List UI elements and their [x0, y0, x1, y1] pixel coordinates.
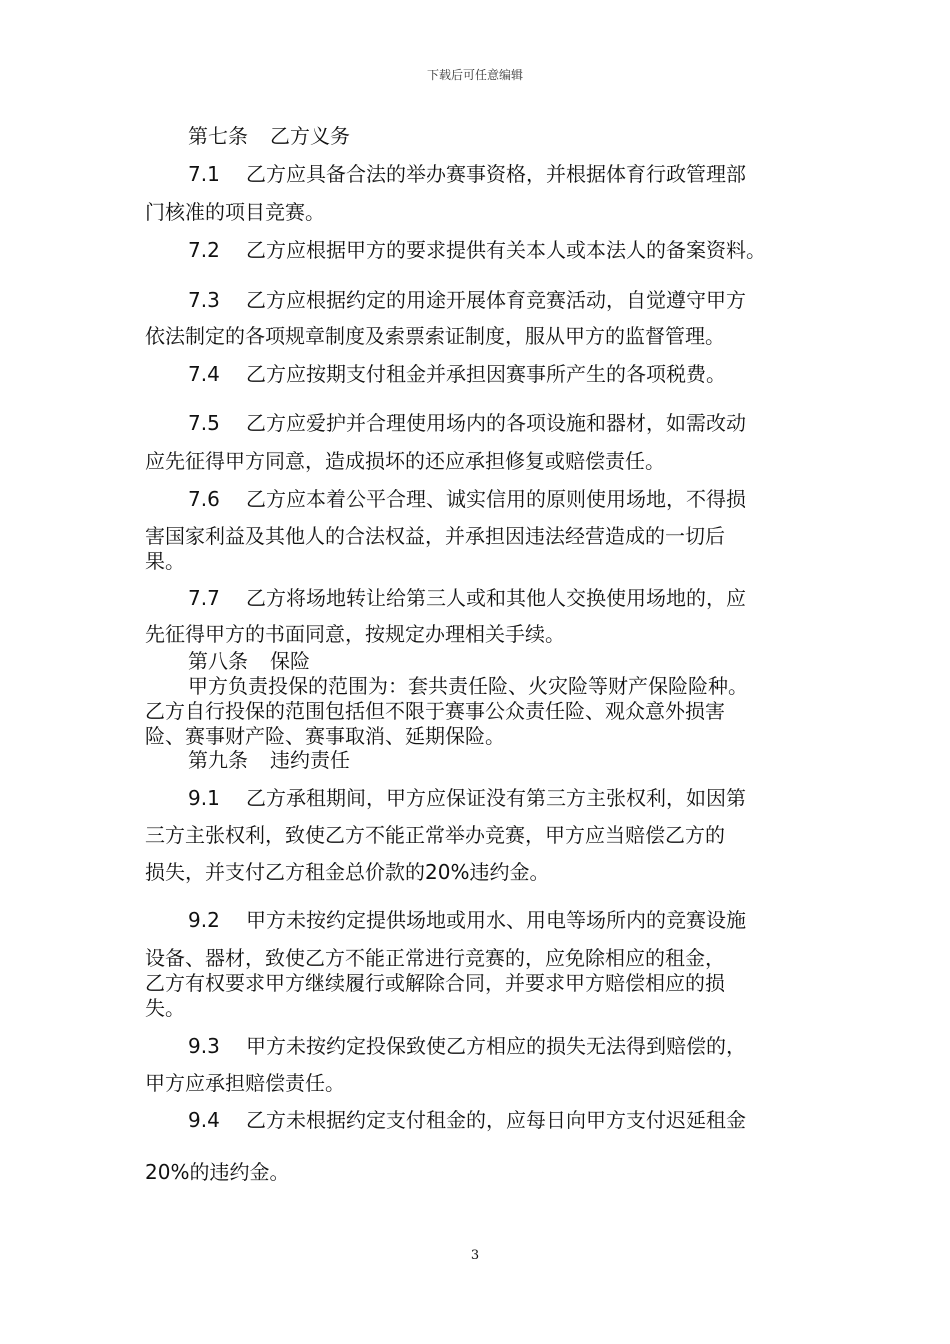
clause-number: 7.6: [188, 487, 220, 511]
article-8-number: 第八条: [188, 649, 248, 673]
article-8-title: 保险: [270, 649, 310, 673]
clause-text: 乙方将场地转让给第三人或和其他人交换使用场地的，应: [246, 586, 746, 610]
clause-9-1-line-3: 损失，并支付乙方租金总价款的20%违约金。: [145, 860, 550, 884]
clause-9-2-line-4: 失。: [145, 996, 185, 1020]
clause-7-1: [188, 162, 746, 186]
clause-9-2-line-2: 设备、器材，致使乙方不能正常进行竞赛的，应免除相应的租金，: [145, 946, 725, 970]
article-7-number: 第七条: [188, 124, 248, 148]
clause-7-6-line-2: 害国家利益及其他人的合法权益，并承担因违法经营造成的一切后: [145, 524, 725, 548]
clause-text: 乙方承租期间，甲方应保证没有第三方主张权利，如因第: [246, 786, 746, 810]
clause-number: 9.2: [188, 908, 220, 932]
page-header: 下载后可任意编辑: [426, 68, 523, 82]
clause-number: 7.5: [188, 411, 220, 435]
clause-number: 7.2: [188, 238, 220, 262]
clause-7-6-line-3: 果。: [145, 549, 185, 573]
clause-9-3: [188, 1034, 746, 1058]
clause-9-4: [188, 1108, 746, 1132]
article-7-title: 乙方义务: [270, 124, 350, 148]
page-number: 3: [470, 1248, 480, 1263]
clause-text: 乙方应具备合法的举办赛事资格，并根据体育行政管理部: [246, 162, 746, 186]
clause-7-3: [188, 288, 746, 312]
article-8-para-3: 险、赛事财产险、赛事取消、延期保险。: [145, 724, 505, 748]
clause-9-3-line-2: 甲方应承担赔偿责任。: [145, 1071, 345, 1095]
clause-9-1-line-2: 三方主张权利，致使乙方不能正常举办竞赛，甲方应当赔偿乙方的: [145, 823, 725, 847]
article-9-title: 违约责任: [270, 748, 350, 772]
article-7-heading: [188, 124, 350, 148]
clause-7-5: [188, 411, 746, 435]
clause-number: 7.7: [188, 586, 220, 610]
clause-number: 7.3: [188, 288, 220, 312]
clause-text: 乙方应根据甲方的要求提供有关本人或本法人的备案资料。: [246, 238, 766, 262]
clause-text: 乙方应根据约定的用途开展体育竞赛活动，自觉遵守甲方: [246, 288, 746, 312]
clause-7-7-line-2: 先征得甲方的书面同意，按规定办理相关手续。: [145, 622, 565, 646]
article-8-para-1: 甲方负责投保的范围为：套共责任险、火灾险等财产保险险种。: [188, 674, 748, 698]
clause-9-4-line-2: 20%的违约金。: [145, 1160, 290, 1184]
clause-number: 9.1: [188, 786, 220, 810]
clause-text: 乙方应按期支付租金并承担因赛事所产生的各项税费。: [246, 362, 726, 386]
article-9-number: 第九条: [188, 748, 248, 772]
clause-7-7: [188, 586, 746, 610]
clause-text: 乙方未根据约定支付租金的，应每日向甲方支付迟延租金: [246, 1108, 746, 1132]
clause-text: 乙方应爱护并合理使用场内的各项设施和器材，如需改动: [246, 411, 746, 435]
clause-9-2: [188, 908, 746, 932]
clause-7-4: [188, 362, 726, 386]
clause-text: 甲方未按约定投保致使乙方相应的损失无法得到赔偿的，: [246, 1034, 746, 1058]
clause-9-2-line-3: 乙方有权要求甲方继续履行或解除合同，并要求甲方赔偿相应的损: [145, 971, 725, 995]
article-8-heading: [188, 649, 310, 673]
article-9-heading: [188, 748, 350, 772]
clause-text: 乙方应本着公平合理、诚实信用的原则使用场地，不得损: [246, 487, 746, 511]
clause-number: 7.4: [188, 362, 220, 386]
clause-7-3-line-2: 依法制定的各项规章制度及索票索证制度，服从甲方的监督管理。: [145, 324, 725, 348]
clause-number: 9.4: [188, 1108, 220, 1132]
clause-number: 9.3: [188, 1034, 220, 1058]
clause-7-6: [188, 487, 746, 511]
clause-7-2: [188, 238, 766, 262]
clause-7-1-line-2: 门核准的项目竞赛。: [145, 200, 325, 224]
clause-9-1: [188, 786, 746, 810]
article-8-para-2: 乙方自行投保的范围包括但不限于赛事公众责任险、观众意外损害: [145, 699, 725, 723]
clause-text: 甲方未按约定提供场地或用水、用电等场所内的竞赛设施: [246, 908, 746, 932]
clause-7-5-line-2: 应先征得甲方同意，造成损坏的还应承担修复或赔偿责任。: [145, 449, 665, 473]
clause-number: 7.1: [188, 162, 220, 186]
